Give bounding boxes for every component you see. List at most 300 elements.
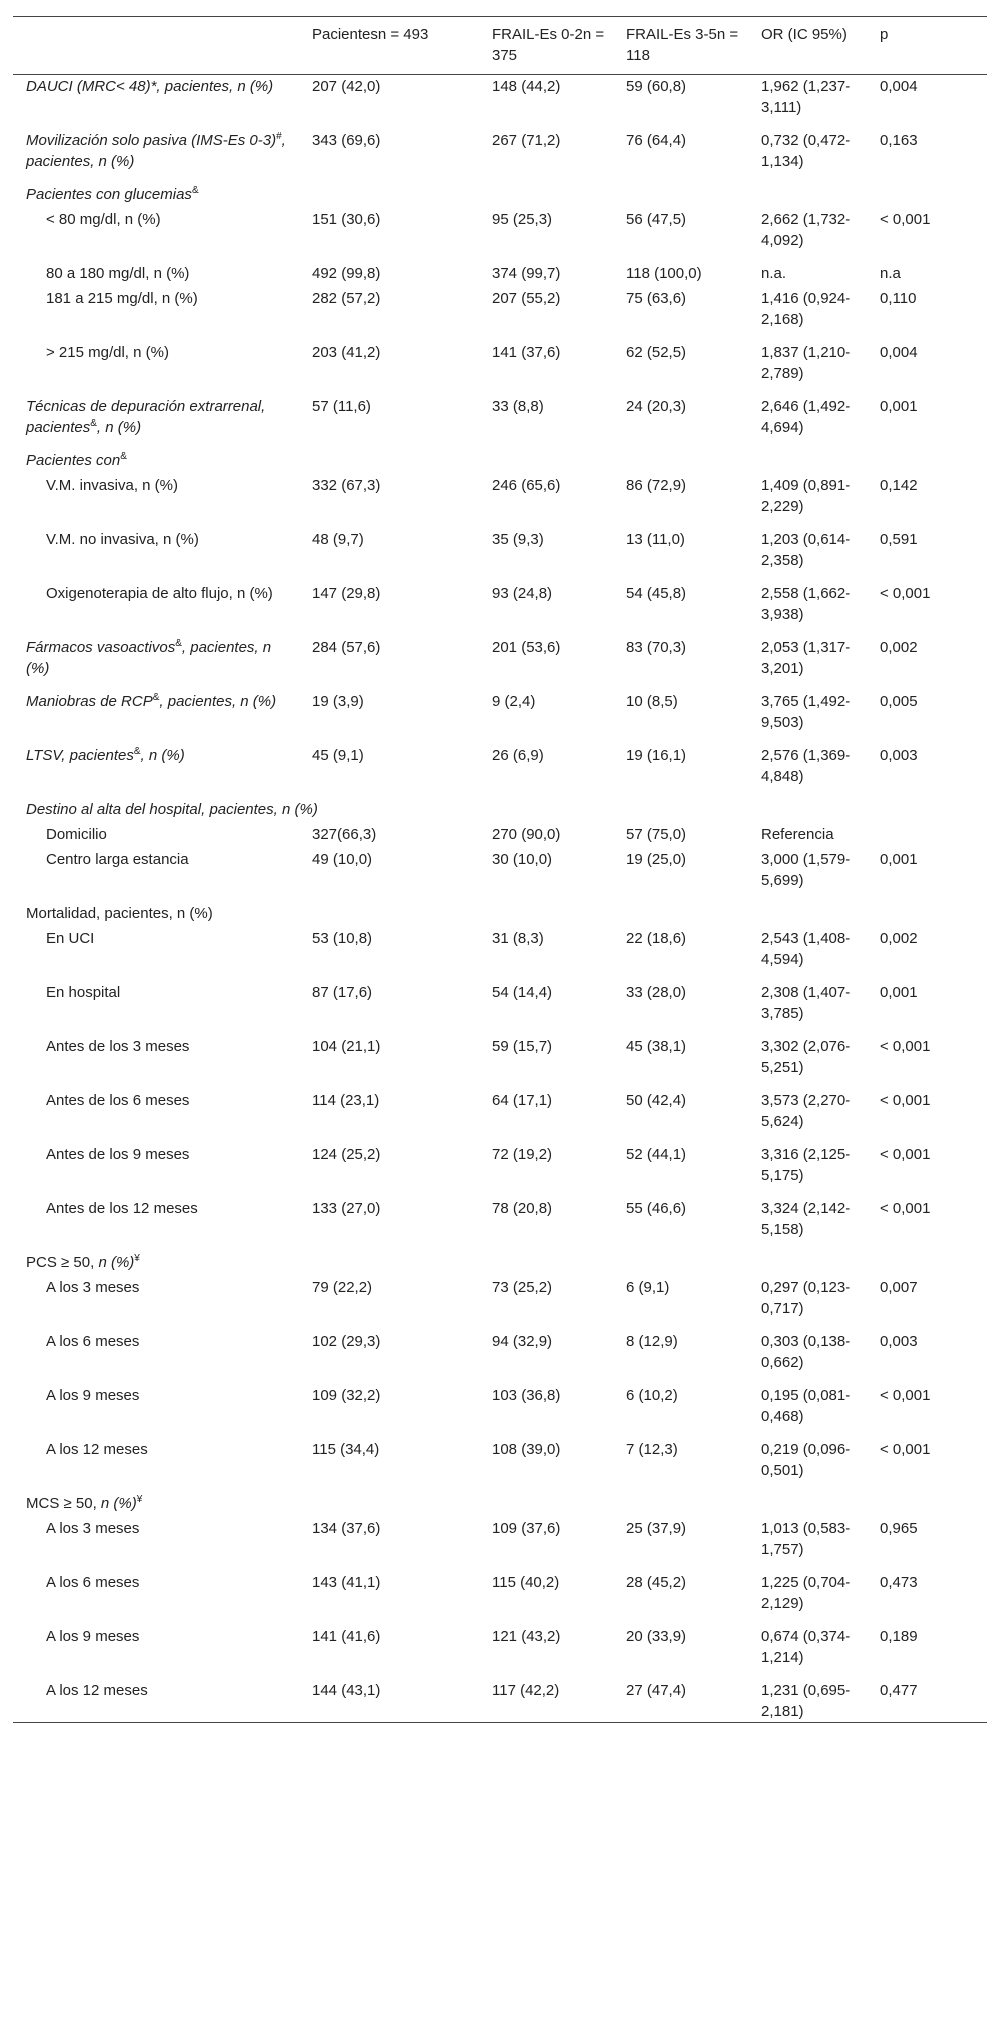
cell-pacientes: 57 (11,6) xyxy=(312,398,371,415)
table-row xyxy=(13,970,987,1024)
table-row xyxy=(13,1273,987,1319)
row-label-text: En hospital xyxy=(46,984,121,1001)
row-label-text: Técnicas de depuración extrarrenal, pacientes xyxy=(26,398,270,436)
cell-frail-0-2: 54 (14,4) xyxy=(492,984,553,1001)
row-label xyxy=(13,205,304,251)
row-label xyxy=(13,733,304,787)
cell-frail-3-5: 55 (46,6) xyxy=(626,1200,687,1217)
cell-frail-0-2: 109 (37,6) xyxy=(492,1520,561,1537)
row-label xyxy=(13,118,304,172)
row-label-text: A los 9 meses xyxy=(46,1387,140,1404)
row-label xyxy=(13,891,304,924)
cell-pacientes: 144 (43,1) xyxy=(312,1682,381,1699)
cell-pacientes: 87 (17,6) xyxy=(312,984,373,1001)
cell-or xyxy=(753,438,872,471)
row-label-text: 181 a 215 mg/dl, n (%) xyxy=(46,290,198,307)
header-cell-frail-3-5: FRAIL-Es 3-5n = 118 xyxy=(626,26,743,64)
row-label xyxy=(13,970,304,1024)
cell-frail-0-2: 246 (65,6) xyxy=(492,477,561,494)
cell-or xyxy=(753,891,872,924)
row-label xyxy=(13,172,304,205)
cell-or: Referencia xyxy=(761,826,834,843)
table-row xyxy=(13,1024,987,1078)
cell-p: 0,001 xyxy=(880,984,918,1001)
row-label-text: Pacientes con glucemias xyxy=(26,186,192,203)
footnote-marker: & xyxy=(152,692,160,703)
cell-frail-3-5: 22 (18,6) xyxy=(626,930,687,947)
row-label-text: V.M. invasiva, n (%) xyxy=(46,477,178,494)
row-label xyxy=(13,924,304,970)
cell-pacientes: 134 (37,6) xyxy=(312,1520,381,1537)
table-row xyxy=(13,118,987,172)
table-row xyxy=(13,679,987,733)
cell-frail-3-5: 62 (52,5) xyxy=(626,344,687,361)
header-cell-pacientes: Pacientesn = 493 xyxy=(312,26,429,43)
cell-p: 0,477 xyxy=(880,1682,918,1699)
cell-or: 2,662 (1,732-4,092) xyxy=(761,211,851,249)
cell-frail-3-5: 75 (63,6) xyxy=(626,290,687,307)
cell-or xyxy=(753,1481,872,1514)
cell-or: 2,543 (1,408-4,594) xyxy=(761,930,851,968)
cell-p: n.a xyxy=(880,265,901,282)
cell-frail-0-2 xyxy=(484,438,618,471)
cell-pacientes: 332 (67,3) xyxy=(312,477,381,494)
table-row xyxy=(13,571,987,625)
cell-p: 0,189 xyxy=(880,1628,918,1645)
cell-or: 2,053 (1,317-3,201) xyxy=(761,639,851,677)
header-cell-p: p xyxy=(880,26,889,43)
cell-frail-0-2: 115 (40,2) xyxy=(492,1574,560,1591)
header-cell-or: OR (IC 95%) xyxy=(761,26,847,43)
cell-frail-0-2: 117 (42,2) xyxy=(492,1682,560,1699)
row-label xyxy=(13,251,304,284)
cell-frail-0-2: 201 (53,6) xyxy=(492,639,561,656)
cell-frail-0-2: 64 (17,1) xyxy=(492,1092,553,1109)
cell-or: 3,000 (1,579-5,699) xyxy=(761,851,851,889)
table-row xyxy=(13,787,987,820)
cell-or: 2,558 (1,662-3,938) xyxy=(761,585,851,623)
row-label xyxy=(13,471,304,517)
cell-pacientes: 115 (34,4) xyxy=(312,1441,380,1458)
cell-frail-0-2: 207 (55,2) xyxy=(492,290,561,307)
cell-p: < 0,001 xyxy=(880,585,931,602)
row-label-text: Maniobras de RCP xyxy=(26,693,153,710)
row-label xyxy=(13,1481,304,1514)
cell-p: < 0,001 xyxy=(880,1092,931,1109)
row-label-text: Antes de los 9 meses xyxy=(46,1146,190,1163)
cell-frail-0-2: 78 (20,8) xyxy=(492,1200,553,1217)
cell-frail-3-5: 83 (70,3) xyxy=(626,639,687,656)
cell-pacientes: 104 (21,1) xyxy=(312,1038,381,1055)
cell-frail-0-2: 141 (37,6) xyxy=(492,344,561,361)
table-row xyxy=(13,172,987,205)
cell-frail-3-5: 7 (12,3) xyxy=(626,1441,678,1458)
cell-frail-0-2: 94 (32,9) xyxy=(492,1333,553,1350)
row-label xyxy=(13,1427,304,1481)
table-row xyxy=(13,75,987,119)
cell-frail-3-5: 24 (20,3) xyxy=(626,398,687,415)
cell-pacientes: 151 (30,6) xyxy=(312,211,381,228)
cell-frail-0-2: 30 (10,0) xyxy=(492,851,553,868)
row-label-unit: n (%) xyxy=(100,1495,137,1512)
row-label xyxy=(13,787,987,820)
cell-p xyxy=(872,1240,987,1273)
results-table xyxy=(13,16,987,1723)
row-label-text: Antes de los 3 meses xyxy=(46,1038,190,1055)
cell-frail-0-2: 26 (6,9) xyxy=(492,747,544,764)
cell-or: 1,225 (0,704-2,129) xyxy=(761,1574,851,1612)
table-row xyxy=(13,1186,987,1240)
table-row xyxy=(13,845,987,891)
table-row xyxy=(13,1319,987,1373)
cell-frail-0-2: 103 (36,8) xyxy=(492,1387,561,1404)
table-row xyxy=(13,1560,987,1614)
row-label-text: LTSV, pacientes xyxy=(26,747,134,764)
footnote-marker: ¥ xyxy=(136,1494,143,1505)
cell-frail-3-5 xyxy=(618,1240,753,1273)
row-label xyxy=(13,1078,304,1132)
row-label-text: Destino al alta del hospital, pacientes, n (%) xyxy=(26,801,318,818)
cell-p xyxy=(872,820,987,845)
table-row xyxy=(13,1132,987,1186)
cell-frail-0-2: 270 (90,0) xyxy=(492,826,561,843)
cell-p: < 0,001 xyxy=(880,1200,931,1217)
header-cell-label xyxy=(13,17,304,75)
table-row xyxy=(13,625,987,679)
footnote-marker: & xyxy=(90,418,97,429)
table-row xyxy=(13,517,987,571)
row-label-text: Antes de los 12 meses xyxy=(46,1200,198,1217)
cell-p: 0,003 xyxy=(880,747,918,764)
cell-pacientes xyxy=(304,1240,484,1273)
row-label xyxy=(13,1240,304,1273)
cell-or: 0,219 (0,096-0,501) xyxy=(761,1441,851,1479)
cell-p xyxy=(872,438,987,471)
row-label xyxy=(13,1132,304,1186)
cell-frail-3-5: 86 (72,9) xyxy=(626,477,687,494)
row-label-text: Movilización solo pasiva (IMS-Es 0-3) xyxy=(26,132,277,149)
cell-or: 1,416 (0,924-2,168) xyxy=(761,290,851,328)
row-label-text: A los 3 meses xyxy=(46,1520,140,1537)
cell-or: 3,324 (2,142-5,158) xyxy=(761,1200,851,1238)
row-label xyxy=(13,284,304,330)
cell-frail-3-5: 20 (33,9) xyxy=(626,1628,687,1645)
cell-frail-3-5 xyxy=(618,172,753,205)
cell-p: 0,002 xyxy=(880,930,918,947)
table-body xyxy=(13,75,987,1723)
table-row xyxy=(13,891,987,924)
row-label-text: A los 12 meses xyxy=(46,1441,148,1458)
cell-pacientes: 79 (22,2) xyxy=(312,1279,373,1296)
row-label xyxy=(13,1560,304,1614)
cell-or: 3,316 (2,125-5,175) xyxy=(761,1146,851,1184)
cell-p xyxy=(872,891,987,924)
row-label-suffix: , pacientes, n (%) xyxy=(26,132,290,170)
table-header xyxy=(13,17,987,75)
row-label-text: A los 9 meses xyxy=(46,1628,140,1645)
cell-frail-3-5: 76 (64,4) xyxy=(626,132,687,149)
cell-pacientes: 48 (9,7) xyxy=(312,531,364,548)
row-label-text: Pacientes con xyxy=(26,452,121,469)
cell-pacientes xyxy=(304,891,484,924)
table-row xyxy=(13,820,987,845)
cell-p: 0,003 xyxy=(880,1333,918,1350)
cell-frail-0-2: 73 (25,2) xyxy=(492,1279,553,1296)
cell-pacientes: 133 (27,0) xyxy=(312,1200,381,1217)
table-row xyxy=(13,1514,987,1560)
table-row xyxy=(13,284,987,330)
table-row xyxy=(13,384,987,438)
cell-or: 1,962 (1,237-3,111) xyxy=(761,78,851,116)
cell-pacientes: 203 (41,2) xyxy=(312,344,381,361)
cell-p: 0,005 xyxy=(880,693,918,710)
cell-frail-3-5: 45 (38,1) xyxy=(626,1038,687,1055)
cell-frail-0-2: 35 (9,3) xyxy=(492,531,544,548)
cell-frail-3-5: 6 (9,1) xyxy=(626,1279,670,1296)
cell-pacientes: 282 (57,2) xyxy=(312,290,381,307)
cell-or: 0,674 (0,374-1,214) xyxy=(761,1628,851,1666)
cell-frail-0-2: 59 (15,7) xyxy=(492,1038,553,1055)
cell-pacientes: 141 (41,6) xyxy=(312,1628,381,1645)
cell-p: 0,004 xyxy=(880,344,918,361)
cell-frail-3-5 xyxy=(618,891,753,924)
cell-or: 0,303 (0,138-0,662) xyxy=(761,1333,851,1371)
cell-frail-0-2: 374 (99,7) xyxy=(492,265,561,282)
table-row xyxy=(13,438,987,471)
cell-frail-3-5: 8 (12,9) xyxy=(626,1333,678,1350)
cell-p: 0,001 xyxy=(880,398,918,415)
table-row xyxy=(13,1373,987,1427)
cell-p: 0,110 xyxy=(880,290,917,307)
cell-pacientes xyxy=(304,438,484,471)
row-label xyxy=(13,517,304,571)
row-label-text: 80 a 180 mg/dl, n (%) xyxy=(46,265,190,282)
cell-pacientes xyxy=(304,172,484,205)
cell-or: 0,297 (0,123-0,717) xyxy=(761,1279,851,1317)
cell-pacientes: 343 (69,6) xyxy=(312,132,381,149)
cell-frail-3-5: 19 (25,0) xyxy=(626,851,687,868)
footnote-marker: & xyxy=(120,451,127,462)
row-label-text: < 80 mg/dl, n (%) xyxy=(46,211,161,228)
footnote-marker: & xyxy=(191,185,199,196)
cell-or: 0,195 (0,081-0,468) xyxy=(761,1387,851,1425)
cell-pacientes xyxy=(304,1481,484,1514)
header-cell-frail-0-2: FRAIL-Es 0-2n = 375 xyxy=(492,26,609,64)
row-label-text: > 215 mg/dl, n (%) xyxy=(46,344,169,361)
footnote-marker: # xyxy=(276,131,282,142)
row-label-text: A los 3 meses xyxy=(46,1279,140,1296)
row-label xyxy=(13,679,304,733)
cell-p xyxy=(872,1481,987,1514)
cell-or: 1,409 (0,891-2,229) xyxy=(761,477,851,515)
cell-p: 0,965 xyxy=(880,1520,918,1537)
table-row xyxy=(13,1427,987,1481)
cell-or: 2,646 (1,492-4,694) xyxy=(761,398,851,436)
cell-pacientes: 19 (3,9) xyxy=(312,693,364,710)
cell-p: 0,001 xyxy=(880,851,918,868)
table-row xyxy=(13,733,987,787)
cell-or xyxy=(753,1240,872,1273)
cell-pacientes: 49 (10,0) xyxy=(312,851,373,868)
row-label-text: A los 12 meses xyxy=(46,1682,148,1699)
cell-frail-3-5: 28 (45,2) xyxy=(626,1574,687,1591)
cell-pacientes: 147 (29,8) xyxy=(312,585,381,602)
cell-frail-3-5: 56 (47,5) xyxy=(626,211,687,228)
row-label-text: Mortalidad, pacientes, n (%) xyxy=(26,905,213,922)
cell-frail-3-5: 118 (100,0) xyxy=(626,265,702,282)
row-label xyxy=(13,625,304,679)
row-label-text: Domicilio xyxy=(46,826,107,843)
cell-frail-3-5: 10 (8,5) xyxy=(626,693,678,710)
cell-frail-0-2: 9 (2,4) xyxy=(492,693,536,710)
cell-pacientes: 53 (10,8) xyxy=(312,930,373,947)
cell-p: 0,004 xyxy=(880,78,918,95)
row-label xyxy=(13,820,304,845)
cell-or: 2,576 (1,369-4,848) xyxy=(761,747,851,785)
cell-frail-3-5: 27 (47,4) xyxy=(626,1682,687,1699)
row-label-text: Fármacos vasoactivos xyxy=(26,639,176,656)
row-label xyxy=(13,1186,304,1240)
row-label-text: MCS ≥ 50, xyxy=(26,1495,101,1512)
row-label-suffix: , n (%) xyxy=(96,419,142,436)
row-label-text: PCS ≥ 50, xyxy=(26,1254,99,1271)
cell-pacientes: 327(66,3) xyxy=(312,826,377,843)
table-row xyxy=(13,924,987,970)
cell-p: 0,473 xyxy=(880,1574,918,1591)
cell-frail-0-2 xyxy=(484,1240,618,1273)
table-row xyxy=(13,1614,987,1668)
table-row xyxy=(13,205,987,251)
cell-frail-0-2 xyxy=(484,172,618,205)
cell-or xyxy=(753,172,872,205)
cell-frail-3-5: 50 (42,4) xyxy=(626,1092,687,1109)
cell-frail-3-5: 6 (10,2) xyxy=(626,1387,678,1404)
cell-or: 2,308 (1,407-3,785) xyxy=(761,984,851,1022)
cell-p: 0,142 xyxy=(880,477,918,494)
table-row xyxy=(13,1078,987,1132)
cell-p: < 0,001 xyxy=(880,1387,931,1404)
row-label xyxy=(13,1614,304,1668)
row-label-suffix: , pacientes, n (%) xyxy=(26,639,276,677)
cell-frail-3-5: 57 (75,0) xyxy=(626,826,687,843)
cell-p xyxy=(872,172,987,205)
cell-frail-0-2: 267 (71,2) xyxy=(492,132,561,149)
cell-or: 0,732 (0,472-1,134) xyxy=(761,132,851,170)
cell-pacientes: 102 (29,3) xyxy=(312,1333,381,1350)
row-label-text: DAUCI (MRC< 48)*, pacientes, n (%) xyxy=(26,78,274,95)
row-label xyxy=(13,75,304,119)
cell-p: 0,007 xyxy=(880,1279,918,1296)
cell-frail-0-2: 31 (8,3) xyxy=(492,930,544,947)
footnote-marker: & xyxy=(175,638,182,649)
cell-frail-0-2: 33 (8,8) xyxy=(492,398,544,415)
cell-frail-0-2: 93 (24,8) xyxy=(492,585,553,602)
cell-frail-3-5: 33 (28,0) xyxy=(626,984,687,1001)
footnote-marker: ¥ xyxy=(134,1253,140,1264)
cell-frail-3-5 xyxy=(618,438,753,471)
cell-frail-3-5: 25 (37,9) xyxy=(626,1520,687,1537)
row-label xyxy=(13,1319,304,1373)
cell-or: 3,765 (1,492-9,503) xyxy=(761,693,851,731)
cell-frail-3-5: 52 (44,1) xyxy=(626,1146,687,1163)
table-row xyxy=(13,330,987,384)
row-label-text: A los 6 meses xyxy=(46,1333,140,1350)
row-label-text: Oxigenoterapia de alto flujo, n (%) xyxy=(46,585,273,602)
cell-pacientes: 124 (25,2) xyxy=(312,1146,381,1163)
row-label xyxy=(13,1273,304,1319)
cell-pacientes: 143 (41,1) xyxy=(312,1574,381,1591)
row-label xyxy=(13,1668,304,1723)
cell-frail-0-2: 95 (25,3) xyxy=(492,211,553,228)
row-label-text: Centro larga estancia xyxy=(46,851,189,868)
cell-pacientes: 45 (9,1) xyxy=(312,747,364,764)
cell-pacientes: 284 (57,6) xyxy=(312,639,381,656)
cell-pacientes: 492 (99,8) xyxy=(312,265,381,282)
cell-p: < 0,001 xyxy=(880,211,931,228)
row-label-text: Antes de los 6 meses xyxy=(46,1092,190,1109)
cell-pacientes: 109 (32,2) xyxy=(312,1387,381,1404)
cell-pacientes: 114 (23,1) xyxy=(312,1092,380,1109)
cell-or: n.a. xyxy=(761,265,787,282)
row-label xyxy=(13,1373,304,1427)
cell-frail-0-2 xyxy=(484,1481,618,1514)
table-row xyxy=(13,1668,987,1723)
cell-frail-0-2: 148 (44,2) xyxy=(492,78,561,95)
cell-frail-0-2 xyxy=(484,891,618,924)
row-label xyxy=(13,571,304,625)
table-row xyxy=(13,251,987,284)
row-label-text: V.M. no invasiva, n (%) xyxy=(46,531,199,548)
row-label xyxy=(13,1024,304,1078)
row-label xyxy=(13,845,304,891)
cell-or: 3,302 (2,076-5,251) xyxy=(761,1038,851,1076)
cell-p: < 0,001 xyxy=(880,1441,931,1458)
cell-frail-3-5 xyxy=(618,1481,753,1514)
row-label xyxy=(13,384,304,438)
cell-or: 3,573 (2,270-5,624) xyxy=(761,1092,851,1130)
row-label xyxy=(13,438,304,471)
row-label xyxy=(13,1514,304,1560)
cell-p: 0,163 xyxy=(880,132,918,149)
table-row xyxy=(13,1481,987,1514)
row-label-unit: n (%) xyxy=(98,1254,135,1271)
cell-p: 0,002 xyxy=(880,639,918,656)
cell-or: 1,013 (0,583-1,757) xyxy=(761,1520,851,1558)
row-label-text: En UCI xyxy=(46,930,95,947)
cell-pacientes: 207 (42,0) xyxy=(312,78,381,95)
cell-frail-3-5: 59 (60,8) xyxy=(626,78,687,95)
cell-frail-0-2: 108 (39,0) xyxy=(492,1441,561,1458)
footnote-marker: & xyxy=(133,746,141,757)
table-row xyxy=(13,1240,987,1273)
cell-frail-0-2: 72 (19,2) xyxy=(492,1146,553,1163)
cell-frail-0-2: 121 (43,2) xyxy=(492,1628,561,1645)
row-label-suffix: , pacientes, n (%) xyxy=(159,693,277,710)
cell-or: 1,203 (0,614-2,358) xyxy=(761,531,851,569)
row-label-suffix: , n (%) xyxy=(140,747,185,764)
cell-frail-3-5: 13 (11,0) xyxy=(626,531,685,548)
cell-p: < 0,001 xyxy=(880,1146,931,1163)
cell-or: 1,231 (0,695-2,181) xyxy=(761,1682,851,1720)
cell-or: 1,837 (1,210-2,789) xyxy=(761,344,851,382)
row-label xyxy=(13,330,304,384)
table-row xyxy=(13,471,987,517)
cell-frail-3-5: 54 (45,8) xyxy=(626,585,687,602)
header-row xyxy=(13,17,987,75)
cell-p: < 0,001 xyxy=(880,1038,931,1055)
cell-frail-3-5: 19 (16,1) xyxy=(626,747,687,764)
row-label-text: A los 6 meses xyxy=(46,1574,140,1591)
